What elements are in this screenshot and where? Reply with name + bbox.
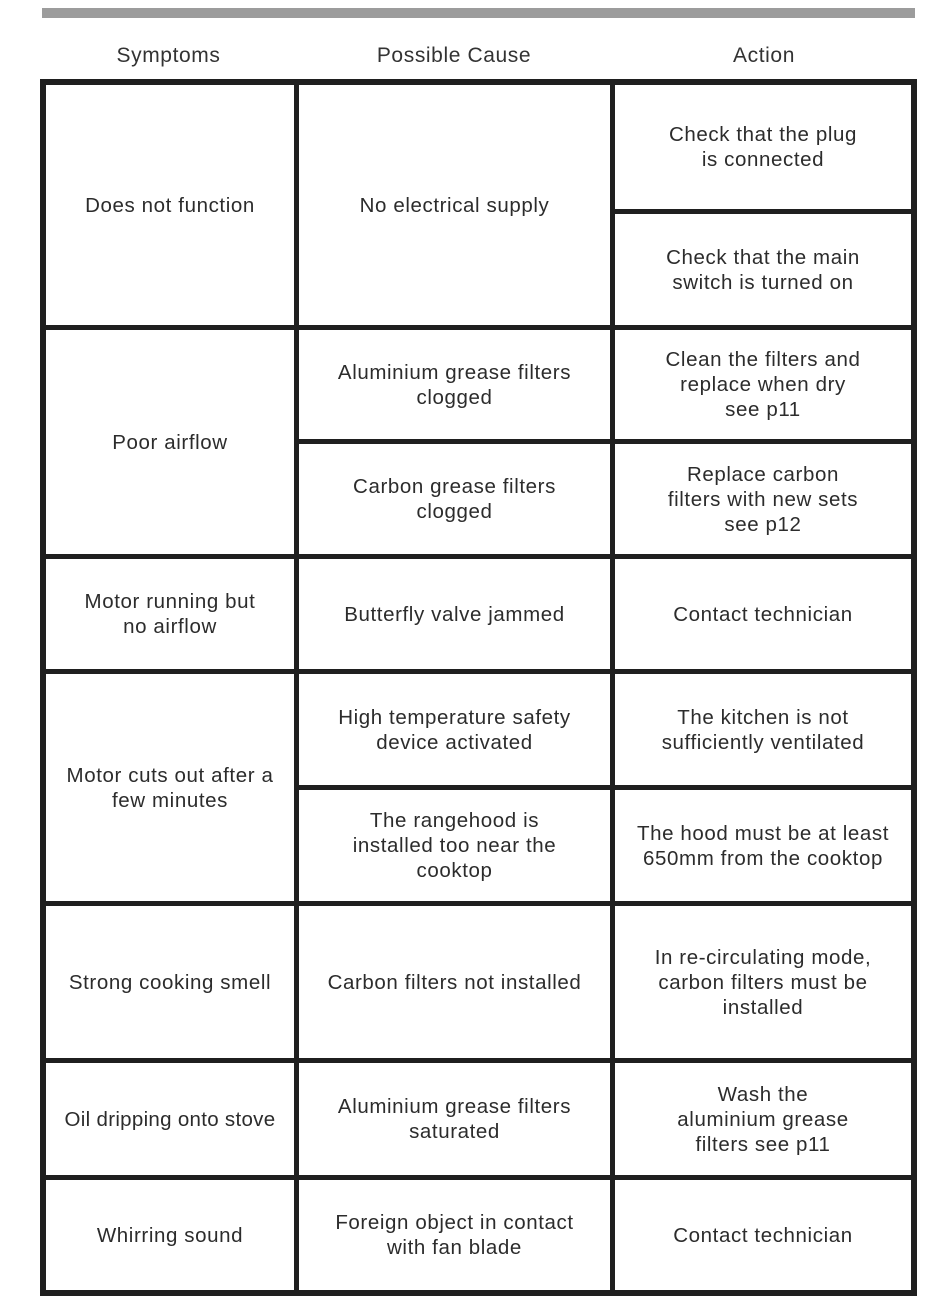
row-2-cause-1: Aluminium grease filters clogged xyxy=(299,330,610,439)
row-1-action-1: Check that the plug is connected xyxy=(615,85,911,209)
header-symptoms: Symptoms xyxy=(116,44,221,67)
row-3-cause: Butterfly valve jammed xyxy=(299,559,610,669)
row-1-action-2: Check that the main switch is turned on xyxy=(615,214,911,325)
column-headers xyxy=(42,38,915,74)
row-2-cause-2: Carbon grease filters clogged xyxy=(299,444,610,554)
top-divider-bar xyxy=(42,8,915,18)
row-6-symptom: Oil dripping onto stove xyxy=(46,1063,294,1175)
row-5-symptom: Strong cooking smell xyxy=(46,906,294,1058)
header-action: Action xyxy=(733,44,795,67)
row-4-symptom: Motor cuts out after a few minutes xyxy=(46,674,294,901)
row-4-action-2: The hood must be at least 650mm from the cooktop xyxy=(615,790,911,901)
troubleshooting-table xyxy=(40,79,917,1296)
row-4-cause-2: The rangehood is installed too near the cooktop xyxy=(299,790,610,901)
row-2-action-1: Clean the filters and replace when dry see p11 xyxy=(615,330,911,439)
row-3-action: Contact technician xyxy=(615,559,911,669)
row-6-action: Wash the aluminium grease filters see p11 xyxy=(615,1063,911,1175)
row-7-action: Contact technician xyxy=(615,1180,911,1290)
row-6-cause: Aluminium grease filters saturated xyxy=(299,1063,610,1175)
row-2-symptom: Poor airflow xyxy=(46,330,294,554)
row-1-symptom: Does not function xyxy=(46,85,294,325)
row-4-cause-1: High temperature safety device activated xyxy=(299,674,610,785)
row-4-action-1: The kitchen is not sufficiently ventilated xyxy=(615,674,911,785)
row-2-action-2: Replace carbon filters with new sets see p12 xyxy=(615,444,911,554)
row-1-cause: No electrical supply xyxy=(299,85,610,325)
row-5-action: In re-circulating mode, carbon filters must be installed xyxy=(615,906,911,1058)
header-possible-cause: Possible Cause xyxy=(376,44,532,67)
row-3-symptom: Motor running but no airflow xyxy=(46,559,294,669)
row-7-symptom: Whirring sound xyxy=(46,1180,294,1290)
row-5-cause: Carbon filters not installed xyxy=(299,906,610,1058)
row-7-cause: Foreign object in contact with fan blade xyxy=(299,1180,610,1290)
